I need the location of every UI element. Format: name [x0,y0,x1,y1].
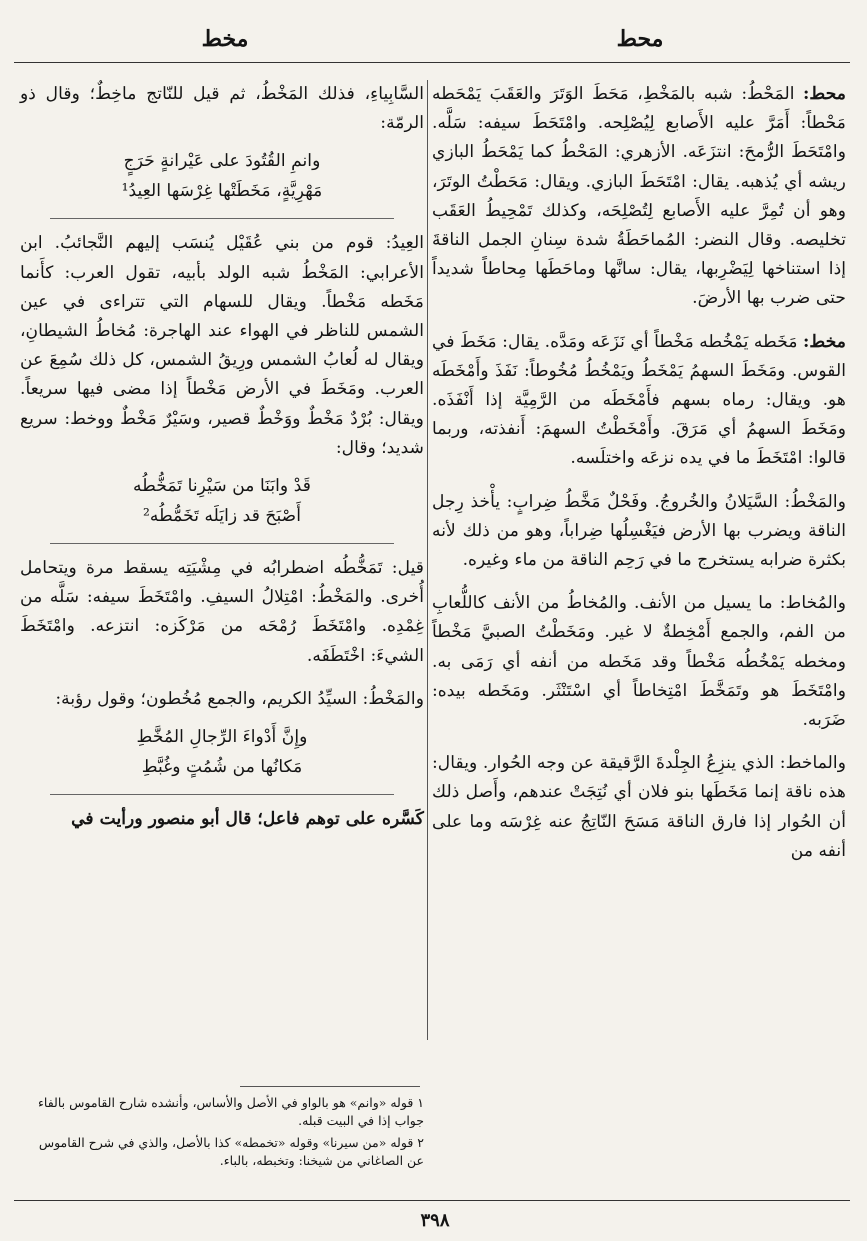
footnote-rule [240,1086,420,1087]
entry-text: المَحْطُ: شبه بالمَخْطِ، مَحَطَ الوَتَرَ والعَقَبَ يَمْحَطه مَحْطاً: أَمَرَّ عليه الأَصابع لِيُصْلِحه. وامْتَحَطَ سيفه: سَلَّه. وامْتَحَطَ الرُّمحَ: انتزَعَه. الأزهري: المَحْطُ كما يَمْحَطُ البازي ريشه أي يُذهبه. يقال: امْتَحَطَ البازي. ويقال: مَحَطْتُ الوتَرَ، وهو أن تُمِرَّ عليه الأَصابع لِتُصْلِحَه، وكذلك تَمْحِيطُ العَقَب تخليصه. وقال النضر: المُماحَطَةُ شدة سِنانِ الجمل الناقةَ إذا استناخها لِيَضْرِبها، يقال: سانَّها وماحَطَها مِحاطاً شديداً حتى ضرب بها الأرضَ. [432,84,846,309]
verse [20,471,424,531]
entry-headword: مخط: [803,331,847,352]
verse-line: أَصْبَحَ قد زايَلَه تَخَمُّطُه² [142,506,302,527]
verse-line: مَكانُها من شُمُتٍ وغُبَّطِ [141,757,303,778]
verse-line: وإِنَّ أَدْواءَ الرِّجالِ المُخَّطِ [136,727,308,748]
entry-paragraph: قيل: تَمَخُّطُه اضطرابُه في مِشْيَتِه يسقط مرة ويتحامل أُخرى. والمَخْطُ: امْتِلالُ السيفِ. وامْتَخَطَ سيفه: سَلَّه من غِمْدِه. وامْتَخَطَ رُمْحَه من مَرْكَزه: انتزعه. وامْتَخَطَ الشيءَ: اخْتَطَفَه. [20,558,424,666]
section-divider [50,218,394,219]
entry-paragraph: العِيدُ: قوم من بني عُقَيْل يُنسَب إليهم النَّجائبُ. ابن الأعرابي: المَخْطُ شبه الولد بأبيه، تقول العرب: كأَنما مَخَطه مَخْطاً. ويقال للسهام التي تتراءى في عين الشمس للناظر في الهواء عند الهاجرة: مُخاطُ الشيطانِ، ويقال له لُعابُ الشمس ورِيقُ الشمس، كل ذلك سُمِعَ عن العرب. ومَخَطَ في الأرض مَخْطاً إذا مضى فيها سريعاً. ويقال: بُرْدٌ مَخْطٌ ووَخْطٌ قصير، وسَيْرٌ مَخْطٌ ووخط: سريع شديد؛ وقال: [20,233,424,458]
verse [20,722,424,782]
footnotes [20,1094,424,1174]
verse-line: قَدْ وابَنَا من سَيْرِنا تَمَخُّطُه [133,476,311,497]
entry-paragraph [432,749,846,866]
entry-paragraph [432,488,846,576]
footnote: ١ قوله «وانم» هو بالواو في الأصل والأساس، وأنشده شارح القاموس بالفاء جواب إذا في البيت قبله. [38,1095,424,1128]
footnote: ٢ قوله «من سيرنا» وقوله «تخمطه» كذا بالأصل، والذي في شرح القاموس عن الصاغاني من شيخنا: وتخبطه، بالباء. [38,1135,424,1168]
header-right-title: محط [616,26,664,52]
verse [20,146,424,206]
column-divider [427,80,428,1040]
entry-text: مَخَطه يَمْخُطه مَخْطاً أي نَزَعَه ومَدَّه. يقال: مَخَطَ في القوس. ومَخَطَ السهمُ يَمْخَطُ ويَمْخُطُ مُخُوطاً: نَفَذَ وأَمْخَطَه هو. ويقال: رماه بسهم فأَمْخَطَه من الرَّمِيَّة إذا أَنْفَذَه. ومَخَطَ السهمُ أي مَرَقَ. وأَمْخَطْتُ السهمَ: أَنفذته، وربما قالوا: امْتَخَطَ ما في يده نزعَه واختلَسه. [432,331,846,469]
entry-paragraph [432,589,846,735]
entry-paragraph: كَسَّره على توهم فاعل؛ قال أبو منصور ورأيت في [71,809,424,830]
bottom-rule [14,1200,850,1201]
entry-text: والمَخْطُ: السَّيَلانُ والخُروجُ. وفَحْلٌ مَخَّطُ ضِرابٍ: يأْخذ رِجل الناقة ويضرب بها الأرض فيَغْسِلُها ضِراباً، وهو من ذلك لأنه بكثرة ضرابه يستخرج ما في رَحِم الناقة من ماء وغيره. [432,491,846,571]
entry-paragraph [432,80,846,314]
entry-paragraph: السَّابِياءِ، فذلك المَخْطُ، ثم قيل للنّاتج ماخِطٌ؛ وقال ذو الرمّة: [20,84,424,134]
section-divider [50,543,394,544]
top-rule [14,62,850,63]
entry-paragraph [432,328,846,474]
entry-paragraph: والمَخْطُ: السيِّدُ الكريم، والجمع مُخُطون؛ وقول رؤبة: [55,688,424,709]
right-column [432,80,846,866]
verse-line: مَهْرِيَّةٍ، مَخَطَتْها غِرْسَها العِيدُ¹ [121,181,323,202]
entry-text: والمُخاط: ما يسيل من الأنف. والمُخاطُ من الأنف كاللُّعابِ من الفم، والجمع أَمْخِطةٌ لا غير. ومَخَطْتُ الصبيَّ مَخْطاً ومخطه يَمْخُطُه مَخْطاً وقد مَخَطه من أنفه أي رَمَى به. وامْتَخَطَ هو وتَمَخَّطَ امْتِخاطاً أي اسْتَنْثَر. ومَخَطه بيده: ضَرَبه. [432,593,846,731]
page-number: ٣٩٨ [420,1210,450,1231]
entry-headword: محط: [803,84,846,104]
entry-text: والماخط: الذي ينزِعُ الجِلْدةَ الرَّقيقة عن وجه الحُوار. ويقال: هذه ناقة إنما مَخَطَها بنو فلان أي نُتِجَتْ عندهم، وأَصل ذلك أن الحُوار إذا فارق الناقة مَسَحَ النّاتِجُ عنه غِرْسَه وما على أنفه من [432,753,846,861]
verse-line: وانمِ القُتُودَ على عَيْرانةٍ حَرَجٍ [123,151,321,172]
header-left-title: مخط [201,26,249,52]
left-column [20,80,424,834]
section-divider [50,794,394,795]
